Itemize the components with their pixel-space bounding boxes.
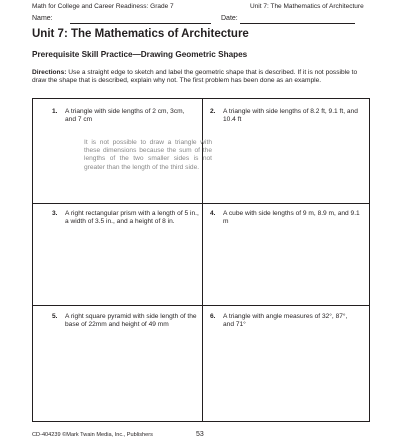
problem-text: A triangle with angle measures of 32°, 87°, and 71° [223,313,348,329]
problem-number: 1. [52,108,58,115]
footer-publisher: CD-404239 ©Mark Twain Media, Inc., Publishers [32,432,153,438]
grid-divider-row2 [33,305,369,306]
page-title: Unit 7: The Mathematics of Architecture [32,28,249,40]
problem-number: 2. [210,108,216,115]
running-header-right: Unit 7: The Mathematics of Architecture [250,3,364,10]
problem-text: A triangle with side lengths of 8.2 ft, 9.1 ft, and 10.4 ft [223,108,358,124]
date-line[interactable] [240,23,355,24]
example-answer: It is not possible to draw a triangle with these dimensions because the sum of the lengths of the two smaller sides is not greater than the length of the third side. [84,139,212,171]
directions [32,69,362,85]
problem-text: A cube with side lengths of 9 m, 8.9 m, and 9.1 m [223,210,360,226]
directions-label: Directions: [32,69,67,76]
grid-divider-row1 [33,203,369,204]
name-line[interactable] [70,23,211,24]
problem-number: 3. [52,210,58,217]
problem-number: 5. [52,313,58,320]
problem-number: 6. [210,313,216,320]
running-header-left: Math for College and Career Readiness: Grade 7 [32,3,174,10]
problem-text: A right rectangular prism with a length of 5 in., a width of 3.5 in., and a height of 8 in. [65,210,199,226]
directions-text: Use a straight edge to sketch and label the geometric shape that is described. If it is not possible to draw the shape that is described, explain why not. The first problem has been done as an example. [32,69,358,85]
problem-text: A right square pyramid with side length of the base of 22mm and height of 49 mm [65,313,197,329]
problem-text: A triangle with side lengths of 2 cm, 3cm, and 7 cm [65,108,185,124]
problem-number: 4. [210,210,216,217]
date-label: Date: [221,15,238,22]
problem-grid [32,98,370,422]
page-number: 53 [196,431,204,438]
name-label: Name: [32,15,53,22]
section-subtitle: Prerequisite Skill Practice—Drawing Geometric Shapes [32,50,248,59]
